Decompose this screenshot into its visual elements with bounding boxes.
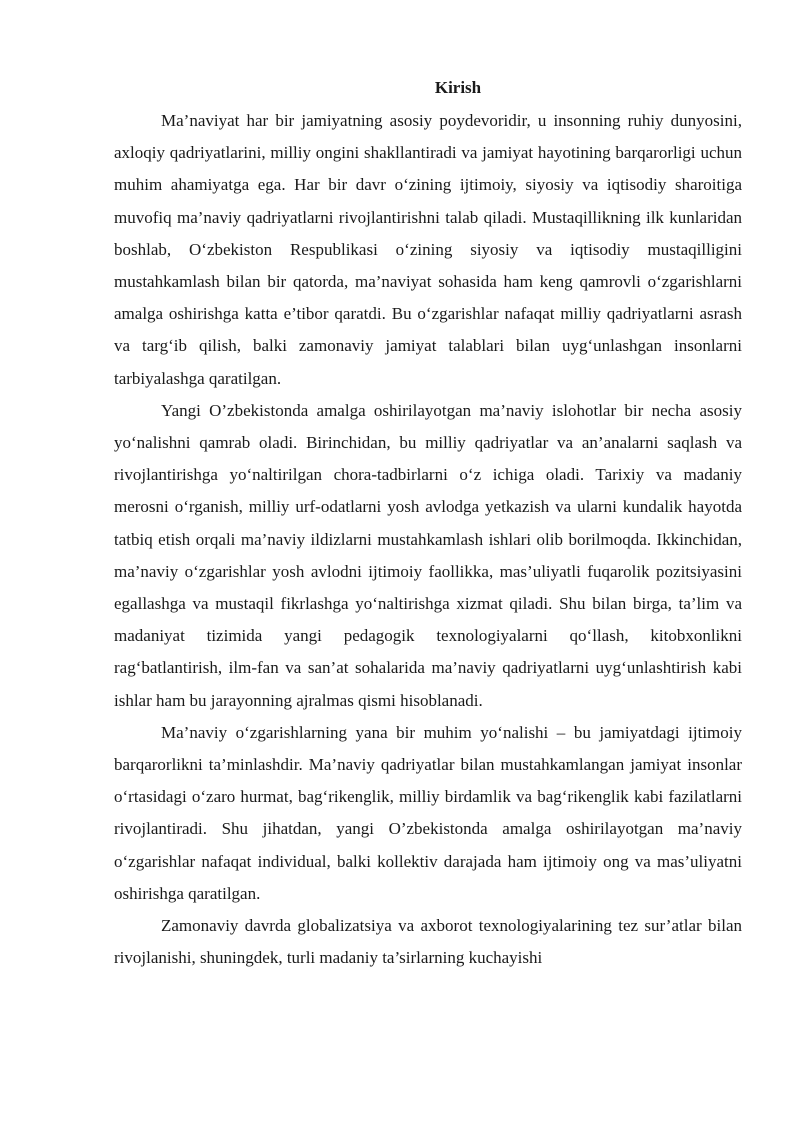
paragraph-2: Yangi O’zbekistonda amalga oshirilayotgan ma’naviy islohotlar bir necha asosiy yo‘nalishni qamrab oladi. Birinchidan, bu milliy qadriyatlar va an’analarni saqlash va rivojlantirishga yo‘naltirilgan chora-tadbirlarni o‘z ichiga oladi. Tarixiy va madaniy merosni o‘rganish, milliy urf-odatlarni yosh avlodga yetkazish va ularni kundalik hayotda tatbiq etish orqali ma’naviy ildizlarni mustahkamlash ishlari olib borilmoqda. Ikkinchidan, ma’naviy o‘zgarishlar yosh avlodni ijtimoiy faollikka, mas’uliyatli fuqarolik pozitsiyasini egallashga va mustaqil fikrlashga yo‘naltirishga xizmat qiladi. Shu bilan birga, ta’lim va madaniyat tizimida yangi pedagogik texnologiyalarni qo‘llash, kitobxonlikni rag‘batlantirish, ilm-fan va san’at sohalarida ma’naviy qadriyatlarni uyg‘unlashtirish kabi ishlar ham bu jarayonning ajralmas qismi hisoblanadi. — [114, 400, 742, 710]
document-body — [114, 76, 742, 974]
paragraph-4: Zamonaviy davrda globalizatsiya va axborot texnologiyalarining tez sur’atlar bilan rivojlanishi, shuningdek, turli madaniy ta’sirlarning kuchayishi — [114, 916, 742, 968]
section-title: Kirish — [434, 78, 482, 97]
paragraph-3: Ma’naviy o‘zgarishlarning yana bir muhim yo‘nalishi – bu jamiyatdagi ijtimoiy barqarorlikni ta’minlashdir. Ma’naviy qadriyatlar bilan mustahkamlangan jamiyat insonlar o‘rtasidagi o‘zaro hurmat, bag‘rikenglik, milliy birdamlik va bag‘rikenglik kabi fazilatlarni rivojlantiradi. Shu jihatdan, yangi O’zbekistonda amalga oshirilayotgan ma’naviy o‘zgarishlar nafaqat individual, balki kollektiv darajada ham ijtimoiy ong va mas’uliyatni oshirishga qaratilgan. — [114, 722, 742, 903]
paragraph-1: Ma’naviyat har bir jamiyatning asosiy poydevoridir, u insonning ruhiy dunyosini, axloqiy qadriyatlarini, milliy ongini shakllantiradi va jamiyat hayotining barqarorligi uchun muhim ahamiyatga ega. Har bir davr o‘zining ijtimoiy, siyosiy va iqtisodiy sharoitiga muvofiq ma’naviy qadriyatlarni rivojlantirishni talab qiladi. Mustaqillikning ilk kunlaridan boshlab, O‘zbekiston Respublikasi o‘zining siyosiy va iqtisodiy mustaqilligini mustahkamlash bilan bir qatorda, ma’naviyat sohasida ham keng qamrovli o‘zgarishlarni amalga oshirishga katta e’tibor qaratdi. Bu o‘zgarishlar nafaqat milliy qadriyatlarni asrash va targ‘ib qilish, balki zamonaviy jamiyat talablari bilan uyg‘unlashgan insonlarni tarbiyalashga qaratilgan. — [114, 111, 742, 388]
